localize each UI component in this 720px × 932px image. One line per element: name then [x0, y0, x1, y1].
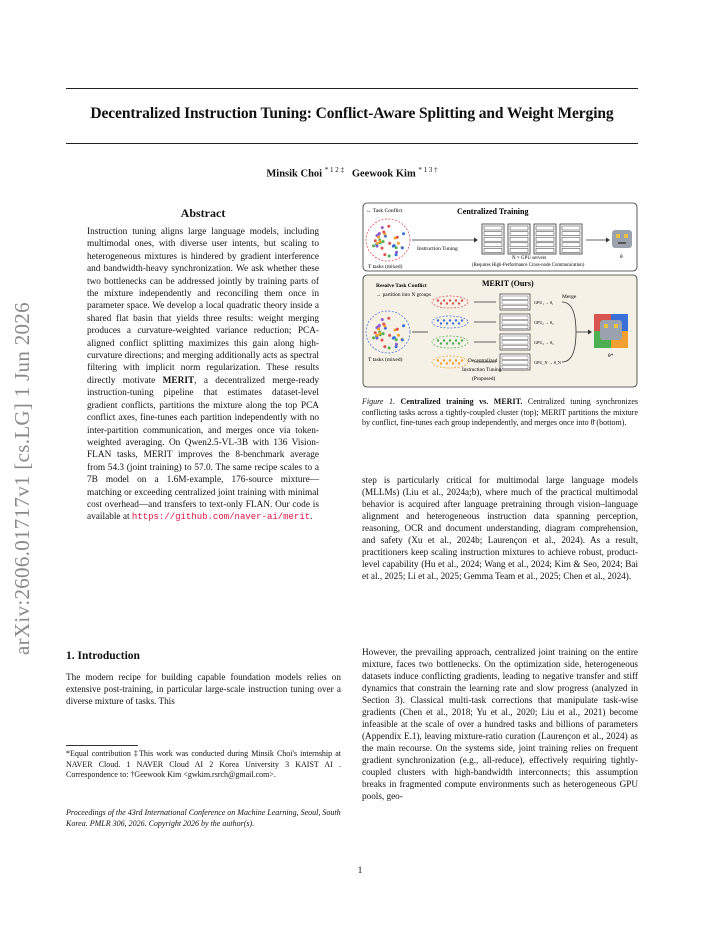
server-slot — [562, 232, 580, 236]
task-dot — [382, 332, 385, 335]
task-dot — [397, 242, 400, 245]
task-dot — [452, 302, 454, 304]
task-dot — [377, 236, 380, 239]
theta-star-label: θ* — [608, 353, 614, 359]
author-name: Geewook Kim — [351, 168, 416, 180]
merged-robot-icon — [594, 314, 628, 348]
task-dot — [449, 339, 451, 341]
task-dot — [401, 338, 404, 341]
task-conflict-legend: ↔ Task Conflict — [366, 208, 403, 214]
task-dot — [443, 339, 445, 341]
task-dot — [395, 251, 398, 254]
task-dot — [388, 346, 391, 349]
task-dot — [437, 319, 439, 321]
server-slot — [502, 361, 528, 365]
task-dot — [392, 337, 395, 340]
body-paragraph: step is particularly critical for multimodal large language models (MLLMs) (Liu et al., 2024a;b), where much of the practical multimodal behavior is acquired after language pretraining through vision–language alignment and heterogeneous instruction data spanning perception, reasoning, OCR and document understanding, diagram comprehension, and safety (Xu et al., 2024b; Laurençon et al., 2024). As a result, practitioners keep scaling instruction mixtures to achieve robust, product-level capability (Hu et al., 2024; Wang et al., 2024; Kim & Seo, 2024; Bai et al., 2025; Li et al., 2025; Gemma Team et al., 2025; Chen et al., 2024). — [362, 475, 638, 581]
tasks-label: T tasks (mixed) — [368, 357, 403, 363]
server-slot — [484, 243, 502, 247]
footnote: *Equal contribution ‡This work was conducted during Minsik Choi's internship at NAVER Cloud. 1 NAVER Cloud AI 2 Korea University 3 KAIST AI . Correspondence to: †Geewook Kim <gwkim.rsrch@gmail.com>. — [66, 749, 341, 779]
gpu-label: GPU₂ → θ₂ — [534, 320, 554, 325]
task-dot — [437, 299, 439, 301]
task-dot — [440, 322, 442, 324]
task-dot — [446, 342, 448, 344]
task-dot — [388, 254, 391, 257]
task-dot — [395, 246, 398, 249]
server-slot — [502, 305, 528, 309]
bottom-panel-title: MERIT (Ours) — [482, 279, 534, 288]
task-dot — [452, 342, 454, 344]
top-rule — [66, 88, 638, 89]
task-dot — [452, 362, 454, 364]
task-dot — [455, 339, 457, 341]
task-dot — [376, 242, 379, 245]
task-dot — [381, 247, 384, 250]
task-dot — [458, 362, 460, 364]
server-slot — [510, 232, 528, 236]
server-slot — [502, 325, 528, 329]
caption-text: Centralized tuning synchronizes conflicting tasks across a tightly-coupled cluster (top); MERIT partitions the mixture by conflict, fine-tunes each group independently, and merges once into θ̄ (bottom). — [362, 397, 638, 427]
task-dot — [376, 334, 379, 337]
abstract-body — [87, 226, 319, 524]
robot-icon — [612, 230, 632, 248]
server-slot — [502, 341, 528, 345]
task-dot — [378, 240, 381, 243]
task-dot — [382, 240, 385, 243]
method-name: MERIT — [162, 375, 195, 386]
task-dot — [449, 299, 451, 301]
task-dot — [378, 332, 381, 335]
task-dot — [381, 226, 384, 229]
merge-label: Merge — [562, 294, 577, 300]
task-dot — [397, 334, 400, 337]
server-slot — [562, 243, 580, 247]
task-dot — [382, 323, 385, 326]
task-dot — [461, 319, 463, 321]
task-dot — [396, 328, 399, 331]
page-number: 1 — [357, 866, 363, 876]
server-slot — [484, 237, 502, 241]
server-slot — [562, 248, 580, 252]
title-bottom-rule — [66, 143, 638, 144]
server-slot — [502, 316, 528, 320]
author-affil-marks: * 1 3 † — [418, 166, 438, 174]
task-dot — [443, 299, 445, 301]
task-dot — [388, 334, 391, 337]
task-dot — [381, 318, 384, 321]
task-dot — [395, 343, 398, 346]
servers-label: N × GPU servers — [512, 256, 547, 261]
task-dot — [378, 232, 381, 235]
abstract-heading: Abstract — [180, 206, 226, 220]
task-dot — [440, 342, 442, 344]
task-dot — [378, 324, 381, 327]
task-dot — [455, 299, 457, 301]
paper-title: Decentralized Instruction Tuning: Conflict-Aware Splitting and Weight Merging — [90, 105, 614, 122]
server-slot — [502, 301, 528, 305]
task-dot — [458, 302, 460, 304]
server-slot — [562, 226, 580, 230]
body-paragraph: However, the prevailing approach, centralized joint training on the entire mixture, faces two bottlenecks. On the optimization side, heterogeneous datasets induce conflicting gradients, leading to negative transfer and stiff dynamics that constrain the learning rate and slow progress (analyzed in Section 3). Classical multi-task corrections that manipulate task-wise gradients (Chen et al., 2018; Yu et al., 2020; Liu et al., 2021) become infeasible at the scale of over a hundred tasks and billions of parameters (Appendix E.1), leaving mixture-ratio curation (Laurençon et al., 2024) as the main recourse. On the systems side, joint training relies on frequent gradient synchronization (e.g., all-reduce), effectively requiring tightly-coupled clusters with high-bandwidth interconnects; this assumption breaks in fragmented compute environments such as heterogeneous GPU pools, geo- — [362, 647, 638, 801]
task-dot — [461, 359, 463, 361]
author-list — [66, 166, 638, 180]
task-dot — [446, 322, 448, 324]
server-slot — [510, 226, 528, 230]
task-dot — [388, 242, 391, 245]
task-dot — [395, 253, 398, 256]
task-dot — [395, 345, 398, 348]
server-slot — [510, 248, 528, 252]
task-dot — [382, 231, 385, 234]
caption-label: Figure 1. — [362, 397, 396, 406]
task-dot — [383, 253, 386, 256]
servers-note: (Requires High-Performance Cross-node Communication) — [472, 263, 585, 268]
task-dot — [443, 319, 445, 321]
decentral-label-2: Instruction Tuning — [462, 367, 502, 373]
task-dot — [446, 302, 448, 304]
task-dot — [372, 336, 375, 339]
gpu-label: GPU_N → θ_N — [534, 360, 561, 365]
server-slot — [562, 237, 580, 241]
caption-bold: Centralized training vs. MERIT. — [400, 397, 523, 406]
server-slot — [502, 321, 528, 325]
tasks-label: T tasks (mixed) — [368, 264, 403, 270]
server-slot — [536, 243, 554, 247]
footnote-rule — [66, 745, 138, 746]
resolve-label: Resolve Task Conflict — [376, 283, 427, 289]
top-panel-title: Centralized Training — [457, 207, 529, 216]
task-dot — [383, 345, 386, 348]
task-dot — [372, 244, 375, 247]
abstract-text-2: , a decentralized merge-ready instruction-tuning pipeline that estimates dataset-level gradient conflicts, partitions the mixture along the top PCA conflict axes, fine-tunes each partition independently with no inter-partition communication, and merges once via token-weighted averaging. On Qwen2.5-VL-3B with 136 Vision-FLAN tasks, MERIT improves the 8-benchmark average from 54.3 (joint training) to 57.0. The same recipe scales to a 7B model on a 1.6M-example, 176-source mixture—matching or exceeding centralized joint training with minimal cost overhead—and transfers to text-only FLAN. Our code is available at — [87, 375, 320, 523]
author-affil-marks: * 1 2 ‡ — [324, 166, 344, 174]
abstract-end: . — [310, 512, 313, 523]
figure-caption — [362, 397, 638, 429]
server-slot — [502, 365, 528, 369]
task-dot — [458, 342, 460, 344]
partition-label: → partition into N groups — [376, 292, 432, 298]
introduction-text: The modern recipe for building capable foundation models relies on extensive post-training, in particular large-scale instruction tuning over a diverse mixture of tasks. This — [66, 672, 341, 706]
proceedings-note: Proceedings of the 43rd International Conference on Machine Learning, Seoul, South Korea. PMLR 306, 2026. Copyright 2026 by the author(s). — [66, 808, 341, 828]
task-dot — [374, 239, 377, 242]
server-slot — [502, 296, 528, 300]
author-name: Minsik Choi — [266, 168, 323, 180]
task-dot — [381, 339, 384, 342]
tuning-label: Instruction Tuning — [417, 246, 458, 252]
task-dot — [461, 339, 463, 341]
server-slot — [536, 232, 554, 236]
server-slot — [502, 345, 528, 349]
server-slot — [510, 243, 528, 247]
server-slot — [536, 248, 554, 252]
task-dot — [401, 246, 404, 249]
abstract-text: Instruction tuning aligns large language models, including multimodal ones, with diverse user intents, but scaling to heterogeneous mixtures is hindered by gradient interference and bandwidth-heavy synchronization. We ask whether these two bottlenecks can be addressed jointly by training parts of the mixture independently and reconciling them once in parameter space. We develop a local quadratic theory inside a shared flat basin that yields three results: weight merging produces a curvature-weighted variance reduction; PCA-aligned conflict splitting maximizes this gain along high-curvature directions; and merging additionally acts as spectral filtering with implicit norm regularization. These results directly motivate — [87, 227, 319, 386]
task-dot — [437, 359, 439, 361]
task-dot — [455, 319, 457, 321]
code-link[interactable]: https://github.com/naver-ai/merit — [131, 512, 311, 523]
gpu-label: GPU₁ → θ₁ — [534, 300, 554, 305]
server-slot — [536, 226, 554, 230]
gpu-label: GPU₃ → θ₃ — [534, 340, 554, 345]
server-slot — [502, 336, 528, 340]
server-slot — [536, 237, 554, 241]
task-dot — [402, 232, 405, 235]
task-dot — [395, 338, 398, 341]
task-dot — [449, 359, 451, 361]
server-slot — [484, 232, 502, 236]
task-dot — [449, 319, 451, 321]
task-dot — [437, 339, 439, 341]
server-slot — [484, 248, 502, 252]
arxiv-stamp: arXiv:2606.01717v1 [cs.LG] 1 Jun 2026 — [10, 302, 34, 655]
task-dot — [377, 328, 380, 331]
task-dot — [446, 362, 448, 364]
server-slot — [510, 237, 528, 241]
task-dot — [455, 359, 457, 361]
task-dot — [461, 299, 463, 301]
task-dot — [443, 359, 445, 361]
introduction-heading: 1. Introduction — [66, 650, 140, 662]
task-dot — [458, 322, 460, 324]
task-dot — [392, 245, 395, 248]
task-dot — [387, 317, 390, 320]
theta-label: θ — [620, 254, 623, 260]
task-dot — [387, 225, 390, 228]
task-dot — [396, 236, 399, 239]
task-dot — [440, 302, 442, 304]
decentral-label: Decentralized — [468, 358, 498, 364]
figure-1 — [362, 202, 638, 388]
task-dot — [374, 331, 377, 334]
task-dot — [452, 322, 454, 324]
task-dot — [440, 362, 442, 364]
decentral-label-3: (Proposed) — [472, 376, 496, 382]
task-dot — [402, 324, 405, 327]
server-slot — [484, 226, 502, 230]
server-slot — [502, 356, 528, 360]
